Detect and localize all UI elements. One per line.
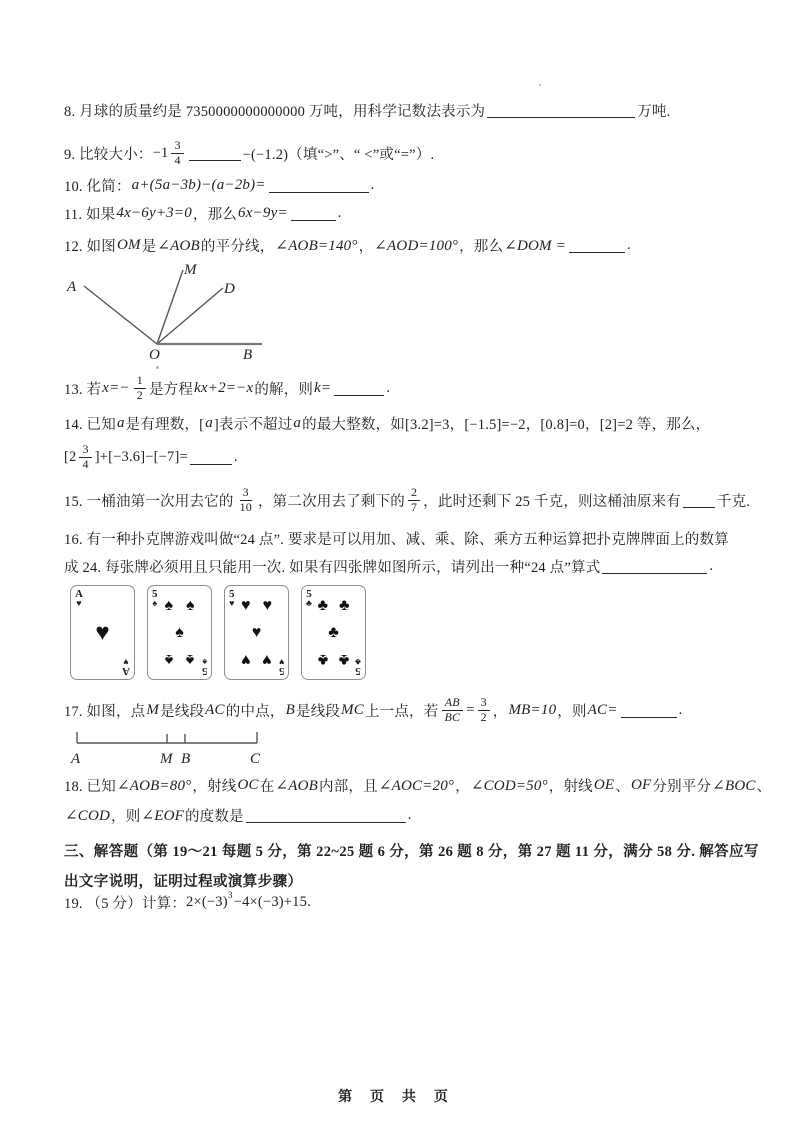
question-18-line-2 bbox=[64, 803, 412, 827]
math-run: ∠BOC bbox=[712, 777, 756, 794]
text-run: ， bbox=[492, 703, 508, 720]
fraction bbox=[171, 139, 183, 168]
math-run: k= bbox=[314, 379, 332, 396]
section-heading-line-1 bbox=[64, 838, 759, 862]
text-run: . bbox=[627, 236, 631, 253]
text-run: 2×(−3) bbox=[186, 893, 228, 910]
text-run: −4×(−3)+15 bbox=[233, 893, 308, 910]
math-run: OC bbox=[237, 776, 259, 793]
text-run: 千克. bbox=[716, 493, 751, 510]
card-rank: 5 bbox=[306, 588, 312, 600]
answer-blank bbox=[621, 703, 677, 718]
question-9 bbox=[64, 137, 435, 167]
text-run: ]表示不超过 bbox=[213, 416, 293, 433]
card-pip-icon: ♥ bbox=[251, 623, 262, 641]
numerator: 1 bbox=[134, 374, 146, 389]
text-run: −1 bbox=[152, 144, 169, 161]
math-run: B bbox=[285, 701, 295, 718]
card-suit-icon: ♣ bbox=[355, 657, 361, 667]
math-run: a bbox=[205, 414, 213, 431]
text-run: ，则 bbox=[111, 808, 141, 825]
denominator: 10 bbox=[239, 499, 252, 514]
text-run: 的中点， bbox=[225, 703, 285, 720]
text-run: 的解，则 bbox=[254, 381, 314, 398]
text-run: 、 bbox=[615, 778, 630, 795]
text-run: 是 bbox=[141, 238, 157, 255]
text-run: 的度数是 bbox=[184, 808, 244, 825]
card-pip-icon: ♣ bbox=[317, 596, 329, 614]
fraction bbox=[79, 443, 91, 472]
card-pip-icon: ♣ bbox=[338, 596, 350, 614]
card-rank: 5 bbox=[229, 588, 235, 600]
math-run: ∠AOB=140° bbox=[275, 237, 358, 254]
label-O: O bbox=[149, 347, 160, 363]
playing-cards bbox=[70, 585, 366, 680]
text-run: 、 bbox=[756, 778, 772, 795]
question-16-line-2 bbox=[64, 554, 713, 578]
card-suit-icon: ♠ bbox=[152, 598, 158, 608]
text-run: ，那么 bbox=[192, 206, 238, 223]
card-pip-icon: ♠ bbox=[175, 623, 184, 641]
math-run: kx+2=−x bbox=[194, 379, 254, 396]
text-run: 是方程 bbox=[148, 381, 194, 398]
numerator: 2 bbox=[408, 486, 420, 501]
text-run: 9. 比较大小： bbox=[64, 146, 153, 163]
answer-blank bbox=[683, 493, 715, 508]
text-run: . bbox=[678, 701, 683, 718]
playing-card-A♥ bbox=[70, 585, 135, 680]
math-run: ∠COD bbox=[65, 807, 111, 824]
question-15 bbox=[64, 484, 751, 514]
answer-blank bbox=[189, 146, 241, 161]
numerator: 3 bbox=[171, 139, 183, 154]
text-run: 15. 一桶油第一次用去它的 bbox=[64, 493, 234, 510]
answer-blank bbox=[291, 206, 336, 221]
math-run: OF bbox=[631, 776, 652, 793]
text-run: 是有理数，[ bbox=[125, 416, 205, 433]
numerator: AB bbox=[442, 696, 463, 711]
card-pip-icon: ♥ bbox=[241, 651, 251, 669]
denominator: 4 bbox=[174, 152, 181, 167]
text-run: 分别平分 bbox=[652, 778, 712, 795]
card-corner bbox=[122, 657, 130, 676]
math-run: MB=10 bbox=[508, 701, 557, 718]
math-run: ∠AOB bbox=[157, 237, 200, 254]
text-run: [2 bbox=[64, 448, 77, 465]
text-run: 18. 已知 bbox=[64, 778, 116, 795]
label-B: B bbox=[181, 751, 191, 767]
math-run: a bbox=[116, 414, 125, 431]
card-corner bbox=[75, 589, 83, 608]
text-run: ]+[−3.6]−[−7]= bbox=[94, 448, 188, 465]
math-run: MC bbox=[341, 701, 364, 718]
question-14-line-1 bbox=[64, 411, 710, 435]
answer-blank bbox=[334, 381, 384, 396]
card-pip-icon: ♥ bbox=[241, 596, 251, 614]
numerator: 3 bbox=[478, 696, 490, 711]
card-pip-icon: ♠ bbox=[164, 596, 174, 614]
text-run: 的最大整数，如[3.2]=3，[−1.5]=−2，[0.8]=0，[2]=2 等，那么， bbox=[302, 416, 711, 433]
fraction bbox=[408, 486, 420, 515]
card-corner bbox=[355, 657, 361, 676]
text-run: −(−1.2)（填“>”、“ <”或“=”）. bbox=[242, 146, 435, 163]
math-run: ∠AOB=80° bbox=[116, 777, 192, 794]
page-footer: 第 页 共 页 bbox=[338, 1088, 455, 1104]
question-12 bbox=[64, 233, 631, 257]
question-16-line-1 bbox=[64, 526, 729, 550]
fraction bbox=[134, 374, 146, 403]
denominator: 7 bbox=[410, 499, 418, 514]
question-8 bbox=[64, 98, 670, 122]
text-run: 出文字说明，证明过程或演算步骤） bbox=[64, 873, 303, 890]
text-run: ， bbox=[358, 238, 374, 255]
fraction bbox=[237, 486, 255, 515]
card-suit-icon: ♠ bbox=[201, 657, 207, 667]
math-run: OM bbox=[116, 236, 141, 253]
segment-figure bbox=[70, 727, 265, 767]
math-run: OE bbox=[593, 776, 615, 793]
text-run: ，射线 bbox=[192, 778, 237, 795]
text-run: 14. 已知 bbox=[64, 416, 116, 433]
card-corner bbox=[306, 589, 312, 608]
denominator: 2 bbox=[480, 709, 487, 724]
math-run: ∠AOB bbox=[275, 777, 318, 794]
card-rank: 5 bbox=[152, 588, 158, 600]
label-B: B bbox=[243, 347, 253, 363]
card-pip-icon: ♥ bbox=[262, 651, 272, 669]
playing-card-5♥ bbox=[224, 585, 289, 680]
label-D: D bbox=[224, 281, 235, 297]
text-run: . bbox=[407, 806, 412, 823]
numerator: 3 bbox=[79, 443, 91, 458]
card-pip-icon: ♣ bbox=[317, 651, 329, 669]
answer-blank bbox=[190, 450, 232, 465]
answer-blank bbox=[246, 808, 406, 823]
math-run: ∠COD=50° bbox=[470, 777, 548, 794]
text-run: 17. 如图，点 bbox=[64, 703, 146, 720]
label-A: A bbox=[71, 751, 81, 767]
math-run: a bbox=[293, 414, 302, 431]
math-run: 4x−6y+3=0 bbox=[116, 204, 192, 221]
card-pip-icon: ♣ bbox=[328, 623, 339, 641]
math-run: a+(5a−3b)−(a−2b)= bbox=[131, 176, 266, 193]
card-pip-icon: ♥ bbox=[95, 619, 110, 646]
math-run: M bbox=[146, 701, 160, 718]
text-run: ，射线 bbox=[548, 778, 593, 795]
answer-blank bbox=[602, 559, 707, 574]
question-18-line-1 bbox=[64, 773, 771, 797]
text-run: 是线段 bbox=[295, 703, 341, 720]
card-suit-icon: ♥ bbox=[123, 657, 129, 667]
fraction bbox=[478, 696, 490, 725]
question-10 bbox=[64, 173, 374, 197]
text-run: 内部，且 bbox=[319, 778, 378, 795]
math-run: ∠DOM = bbox=[504, 237, 567, 254]
answer-blank bbox=[569, 238, 625, 253]
math-run: ∠AOC=20° bbox=[378, 777, 455, 794]
text-run: 11. 如果 bbox=[64, 206, 116, 223]
answer-blank bbox=[487, 103, 635, 118]
denominator: BC bbox=[444, 709, 461, 724]
text-run: . bbox=[233, 448, 238, 465]
text-run: ，此时还剩下 25 千克，则这桶油原来有 bbox=[423, 493, 681, 510]
text-run: . bbox=[386, 379, 391, 396]
math-run: AC= bbox=[587, 701, 618, 718]
card-suit-icon: ♥ bbox=[76, 598, 82, 608]
card-suit-icon: ♥ bbox=[229, 598, 235, 608]
card-rank: A bbox=[122, 665, 130, 677]
card-pip-icon: ♠ bbox=[185, 596, 195, 614]
section-heading-line-2 bbox=[64, 868, 302, 892]
text-run: 在 bbox=[259, 778, 275, 795]
text-run: 8. 月球的质量约是 7350000000000000 万吨，用科学记数法表示为 bbox=[64, 103, 486, 120]
card-suit-icon: ♥ bbox=[278, 657, 284, 667]
text-run: = bbox=[466, 701, 475, 718]
text-run: ，则 bbox=[557, 703, 587, 720]
label-A: A bbox=[67, 279, 77, 295]
math-run: ∠EOF bbox=[141, 807, 184, 824]
speck bbox=[539, 84, 541, 86]
playing-card-5♠ bbox=[147, 585, 212, 680]
card-suit-icon: ♣ bbox=[306, 598, 312, 608]
text-run: 19. （5 分）计算： bbox=[64, 895, 187, 912]
label-C: C bbox=[250, 751, 261, 767]
text-run: ， bbox=[455, 778, 470, 795]
text-run: 三、解答题（第 19～21 每题 5 分，第 22~25 题 6 分，第 26 题 8 分，第 27 题 11 分，满分 58 分. 解答应写 bbox=[64, 843, 759, 860]
text-run: 16. 有一种扑克牌游戏叫做“24 点”. 要求是可以用加、减、乘、除、乘方五种运算把扑克牌牌面上的数算 bbox=[64, 531, 729, 548]
text-run: . bbox=[709, 557, 714, 574]
text-run: 10. 化简： bbox=[64, 178, 131, 195]
answer-blank bbox=[269, 178, 369, 193]
math-run: AC bbox=[205, 701, 225, 718]
text-run: 是线段 bbox=[160, 703, 205, 720]
text-run: ，那么 bbox=[459, 238, 504, 255]
playing-card-5♣ bbox=[301, 585, 366, 680]
math-run: 6x−9y= bbox=[238, 204, 288, 221]
math-run: ∠AOD=100° bbox=[374, 237, 459, 254]
text-run: 的平分线， bbox=[200, 238, 275, 255]
text-run: 万吨. bbox=[637, 103, 671, 120]
fraction bbox=[441, 696, 463, 725]
question-17 bbox=[64, 694, 683, 724]
text-run: 上一点，若 bbox=[364, 703, 439, 720]
math-run: x=− bbox=[102, 379, 130, 396]
card-rank: A bbox=[75, 588, 83, 600]
card-corner bbox=[229, 589, 235, 608]
numerator: 3 bbox=[240, 486, 252, 501]
card-rank: 5 bbox=[278, 665, 284, 677]
text-run: . bbox=[370, 176, 375, 193]
card-corner bbox=[279, 657, 285, 676]
card-rank: 5 bbox=[355, 665, 361, 677]
text-run: 成 24. 每张牌必须用且只能用一次. 如果有四张牌如图所示，请列出一种“24 点”算式 bbox=[64, 559, 601, 576]
denominator: 4 bbox=[82, 456, 89, 471]
question-14-line-2 bbox=[64, 441, 238, 471]
card-pip-icon: ♠ bbox=[164, 651, 174, 669]
card-corner bbox=[152, 589, 158, 608]
card-pip-icon: ♥ bbox=[262, 596, 272, 614]
text-run: . bbox=[337, 204, 342, 221]
card-pip-icon: ♠ bbox=[185, 651, 195, 669]
speck bbox=[156, 366, 159, 369]
ray-OA bbox=[84, 286, 157, 344]
question-13 bbox=[64, 372, 391, 402]
card-rank: 5 bbox=[201, 665, 207, 677]
denominator: 2 bbox=[136, 387, 143, 402]
angle-figure bbox=[60, 258, 275, 370]
label-M: M bbox=[184, 262, 197, 278]
text-run: 12. 如图 bbox=[64, 238, 116, 255]
card-pip-icon: ♣ bbox=[338, 651, 350, 669]
text-run: ，第二次用去了剩下的 bbox=[257, 493, 405, 510]
label-M: M bbox=[160, 751, 173, 767]
question-19 bbox=[64, 890, 311, 914]
text-run: 13. 若 bbox=[64, 381, 102, 398]
exponent: 3 bbox=[227, 891, 233, 901]
question-11 bbox=[64, 201, 342, 225]
text-run: . bbox=[307, 893, 311, 910]
card-corner bbox=[202, 657, 208, 676]
